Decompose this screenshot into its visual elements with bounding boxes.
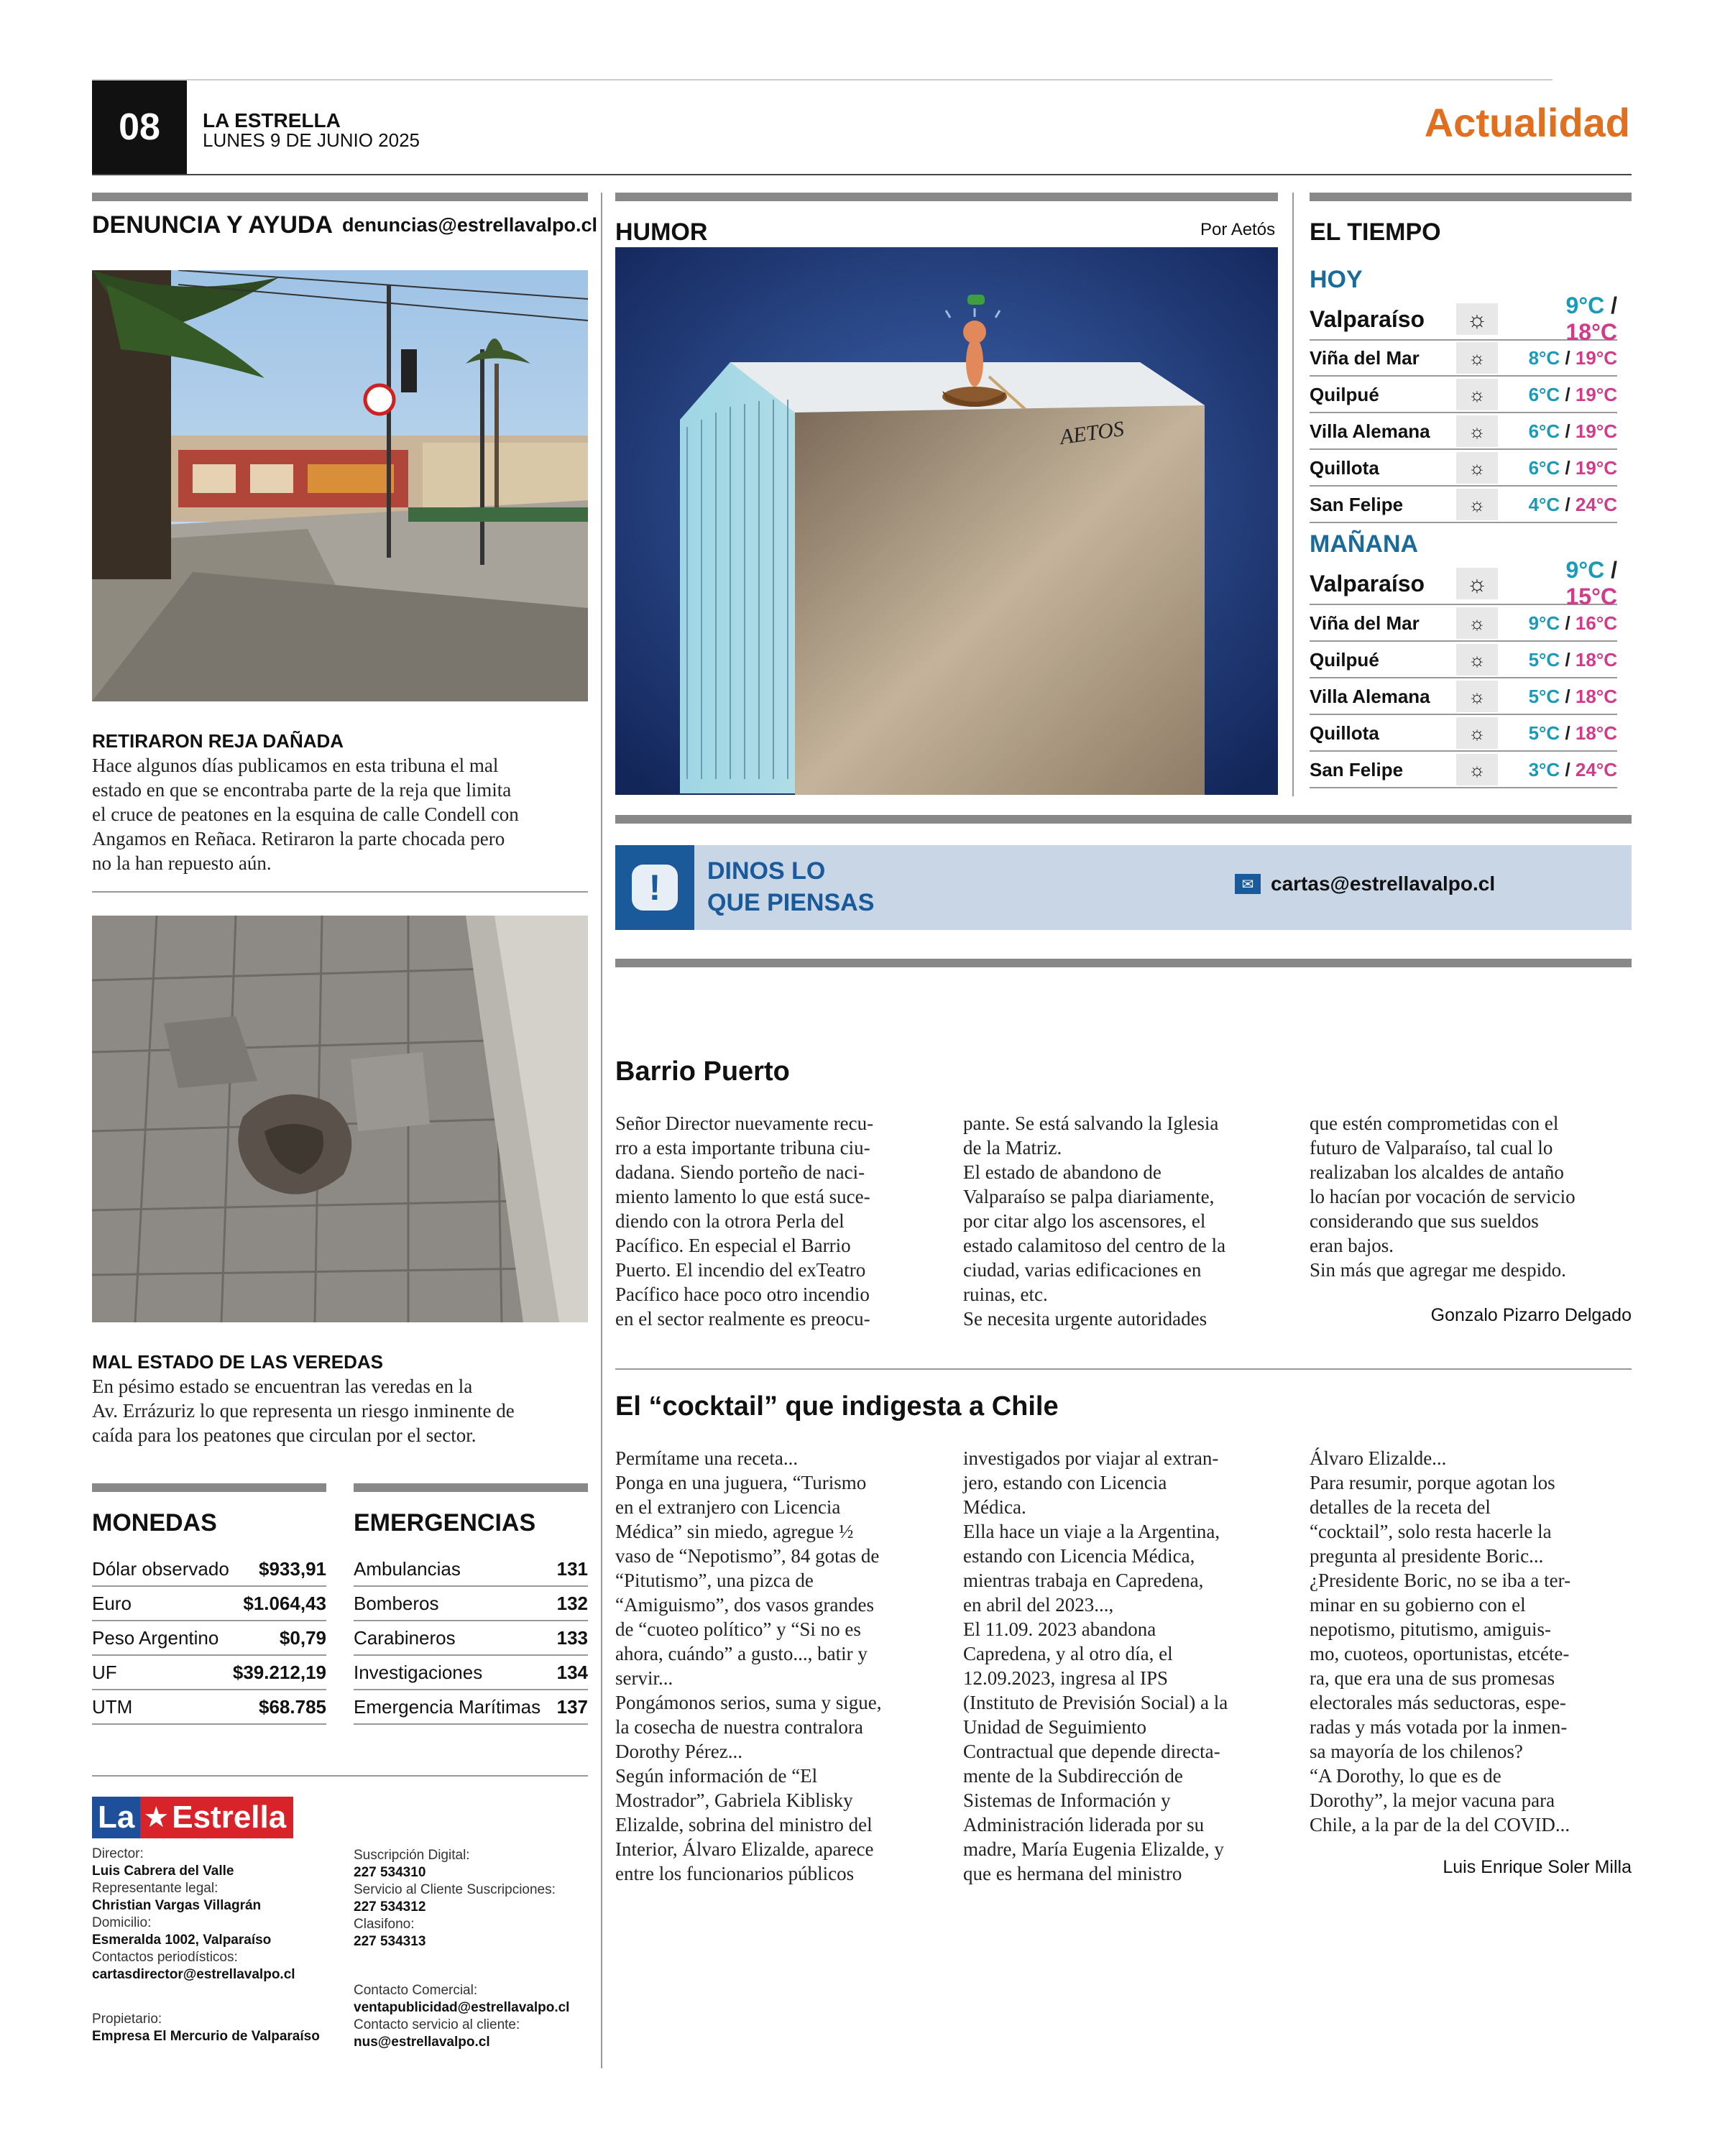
la-estrella-logo: La ★ Estrella (92, 1797, 329, 1838)
sun-icon: ☼ (1456, 489, 1498, 520)
emergencias-bar (354, 1483, 588, 1492)
caption-body-2: En pésimo estado se encuentran las veredas en la Av. Errázuriz lo que representa un riesgo inminente de caída para los peatones que circulan por el sector. (92, 1376, 515, 1446)
letter-column: investigados por viajar al extran- jero, estando con Licencia Médica. Ella hace un viaje a la Argentina, estando con Licencia Médica, mientras trabaja en Capredena, en abril del 2023..., El 11.09. 2023 abandona Capredena, y al otro día, el 12.09.2023, ingresa al IPS (Instituto de Previsión Social) a la Unidad de Seguimiento Contractual que depende directa- mente de la Subdirección de Sistemas de Información y Administración liderada por su madre, María Eugenia Elizalde, y que es hermana del ministro (963, 1447, 1228, 1884)
dinos-email[interactable]: cartas@estrellavalpo.cl (1271, 872, 1496, 895)
weather-separator (1292, 193, 1294, 796)
emergencias-row: Carabineros 133 (354, 1621, 588, 1656)
monedas-row: UTM $68.785 (92, 1690, 326, 1725)
letter-title: El “cocktail” que indigesta a Chile (615, 1391, 1059, 1422)
column-separator (601, 193, 602, 2068)
mail-icon: ✉ (1235, 874, 1261, 894)
emergencias-row: Bomberos 132 (354, 1587, 588, 1621)
weather-row: Villa Alemana ☼ 5°C / 18°C (1310, 679, 1617, 715)
sun-icon: ☼ (1456, 754, 1498, 786)
letter-column: Álvaro Elizalde... Para resumir, porque agotan los detalles de la receta del “cocktail”, solo resta hacerle la pregunta al presidente Boric... ¿Presidente Boric, no se iba a ter- minar en su gobierno con el nepotismo, pitutismo, amiguis- mo, cuoteos, oportunistas, etcéte- ra, que era una de sus promesas electorales más seductoras, espe- radas y más votada por la inmen- sa mayoría de los chilenos? “A Dorothy, lo que es de Dorothy”, la mejor vacuna para Chile, a la par de la del COVID... (1310, 1447, 1571, 1835)
emergencias-title: EMERGENCIAS (354, 1509, 536, 1537)
weather-row: Quillota ☼ 5°C / 18°C (1310, 716, 1617, 752)
section-title: Actualidad (1424, 100, 1630, 145)
letter-column: Señor Director nuevamente recu- rro a esta importante tribuna ciu- dadana. Siendo porteño de naci- miento lamento lo que está suce- diendo con la otrora Perla del Pacífico. En especial el Barrio Puerto. El incendio del exTeatro Pacífico hace poco otro incendio en el sector realmente es preocu- (615, 1112, 874, 1330)
dinos-bottom-bar (615, 959, 1632, 967)
letter-title: Barrio Puerto (615, 1056, 790, 1087)
sun-icon: ☼ (1456, 717, 1498, 749)
humor-title: HUMOR (615, 218, 708, 246)
letter-column: pante. Se está salvando la Iglesia de la Matriz. El estado de abandono de Valparaíso se palpa diariamente, por citar algo los ascensores, el estado calamitoso del centro de la ciudad, varias edificaciones en ruinas, etc. Se necesita urgente autoridades (963, 1112, 1226, 1330)
sun-icon: ☼ (1456, 303, 1498, 335)
denuncia-email[interactable]: denuncias@estrellavalpo.cl (342, 214, 597, 236)
denuncia-bar (92, 193, 588, 201)
weather-row: San Felipe ☼ 3°C / 24°C (1310, 752, 1617, 788)
humor-author: Por Aetós (1200, 220, 1276, 239)
sun-icon: ☼ (1456, 568, 1498, 599)
monedas-row: Euro $1.064,43 (92, 1587, 326, 1621)
contacts-2: Contacto Comercial: ventapublicidad@estrellavalpo.cl Contacto servicio al cliente: nus@estrellavalpo.cl (354, 1983, 570, 2050)
dinos-line1: DINOS LO (707, 857, 826, 885)
sidewalk-photo (92, 916, 588, 1322)
sun-icon: ☼ (1456, 452, 1498, 484)
emergencias-row: Investigaciones 134 (354, 1656, 588, 1690)
weather-row: Quillota ☼ 6°C / 19°C (1310, 451, 1617, 487)
weather-row: Villa Alemana ☼ 6°C / 19°C (1310, 414, 1617, 450)
sun-icon: ☼ (1456, 379, 1498, 410)
header-rule (92, 174, 1632, 175)
weather-tomorrow-label: MAÑANA (1310, 530, 1419, 558)
letter-column: Permítame una receta... Ponga en una juguera, “Turismo en el extranjero con Licencia Médica” sin miedo, agregue ½ vaso de “Nepotismo”, 84 gotas de “Pitutismo”, una pizca de “Amiguismo”, dos vasos grandes de “cuoteo político” y “Si no es ahora, cuándo” a gusto..., batir y servir... Pongámonos serios, suma y sigue, la cosecha de nuestra contralora Dorothy Pérez... Según información de “El Mostrador”, Gabriela Kiblisky Elizalde, sobrina del ministro del Interior, Álvaro Elizalde, aparece entre los funcionarios públicos (615, 1447, 882, 1884)
caption-title-2: MAL ESTADO DE LAS VEREDAS (92, 1351, 383, 1373)
letter-signature: Gonzalo Pizarro Delgado (1430, 1305, 1632, 1325)
sun-icon: ☼ (1456, 607, 1498, 639)
weather-row: Valparaíso ☼ 9°C / 18°C (1310, 292, 1617, 345)
contacts: Suscripción Digital: 227 534310 Servicio al Cliente Suscripciones: 227 534312 Clasifono: 227 534313 (354, 1848, 556, 1949)
weather-row: Viña del Mar ☼ 8°C / 19°C (1310, 341, 1617, 377)
owner: Propietario: Empresa El Mercurio de Valparaíso (92, 2012, 320, 2044)
weather-today-label: HOY (1310, 266, 1363, 293)
monedas-bar (92, 1483, 326, 1492)
brand-name: LA ESTRELLA (203, 109, 341, 132)
caption-title-1: RETIRARON REJA DAÑADA (92, 730, 344, 752)
weather-row: Quilpué ☼ 5°C / 18°C (1310, 642, 1617, 678)
emergencias-row: Ambulancias 131 (354, 1552, 588, 1587)
top-rule (92, 79, 1552, 80)
weather-title: EL TIEMPO (1310, 218, 1441, 246)
monedas-row: Dólar observado $933,91 (92, 1552, 326, 1587)
speech-bubble-icon: ! (615, 845, 694, 930)
issue-date: LUNES 9 DE JUNIO 2025 (203, 129, 420, 151)
divider (92, 891, 588, 893)
street-photo (92, 270, 588, 701)
monedas-title: MONEDAS (92, 1509, 217, 1537)
monedas-row: Peso Argentino $0,79 (92, 1621, 326, 1656)
denuncia-title: DENUNCIA Y AYUDA (92, 211, 334, 239)
emergencias-row: Emergencia Marítimas 137 (354, 1690, 588, 1725)
weather-row: Viña del Mar ☼ 9°C / 16°C (1310, 606, 1617, 642)
letter-signature: Luis Enrique Soler Milla (1443, 1857, 1632, 1877)
caption-body-1: Hace algunos días publicamos en esta tribuna el mal estado en que se encontraba parte de la reja que limita el cruce de peatones en la esquina de calle Condell con Angamos en Reñaca. Retiraron la parte chocada pero no la han repuesto aún. (92, 755, 519, 874)
sun-icon: ☼ (1456, 415, 1498, 447)
weather-row: Quilpué ☼ 6°C / 19°C (1310, 377, 1617, 413)
divider (615, 1368, 1632, 1370)
sun-icon: ☼ (1456, 342, 1498, 374)
humor-cartoon (615, 247, 1278, 795)
monedas-row: UF $39.212,19 (92, 1656, 326, 1690)
weather-bar (1310, 193, 1632, 201)
letter-column: que estén comprometidas con el futuro de Valparaíso, tal cual lo realizaban los alcaldes de antaño lo hacían por vocación de servicio considerando que sus sueldos eran bajos. Sin más que agregar me despido. (1310, 1112, 1576, 1281)
dinos-banner (615, 845, 1632, 930)
star-icon: ★ (140, 1797, 172, 1838)
divider (92, 1775, 588, 1777)
dinos-line2: QUE PIENSAS (707, 889, 875, 916)
weather-row: San Felipe ☼ 4°C / 24°C (1310, 487, 1617, 523)
staff-list: Director: Luis Cabrera del Valle Representante legal: Christian Vargas Villagrán Domicilio: Esmeralda 1002, Valparaíso Contactos periodísticos: cartasdirector@estrellavalpo.cl (92, 1846, 295, 1982)
page-number: 08 (92, 80, 187, 174)
cartoon-signature: AETOS (1058, 416, 1126, 450)
sun-icon: ☼ (1456, 681, 1498, 712)
humor-bar (615, 193, 1278, 201)
weather-row: Valparaíso ☼ 9°C / 15°C (1310, 557, 1617, 609)
sun-icon: ☼ (1456, 644, 1498, 676)
dinos-bar (615, 815, 1632, 824)
